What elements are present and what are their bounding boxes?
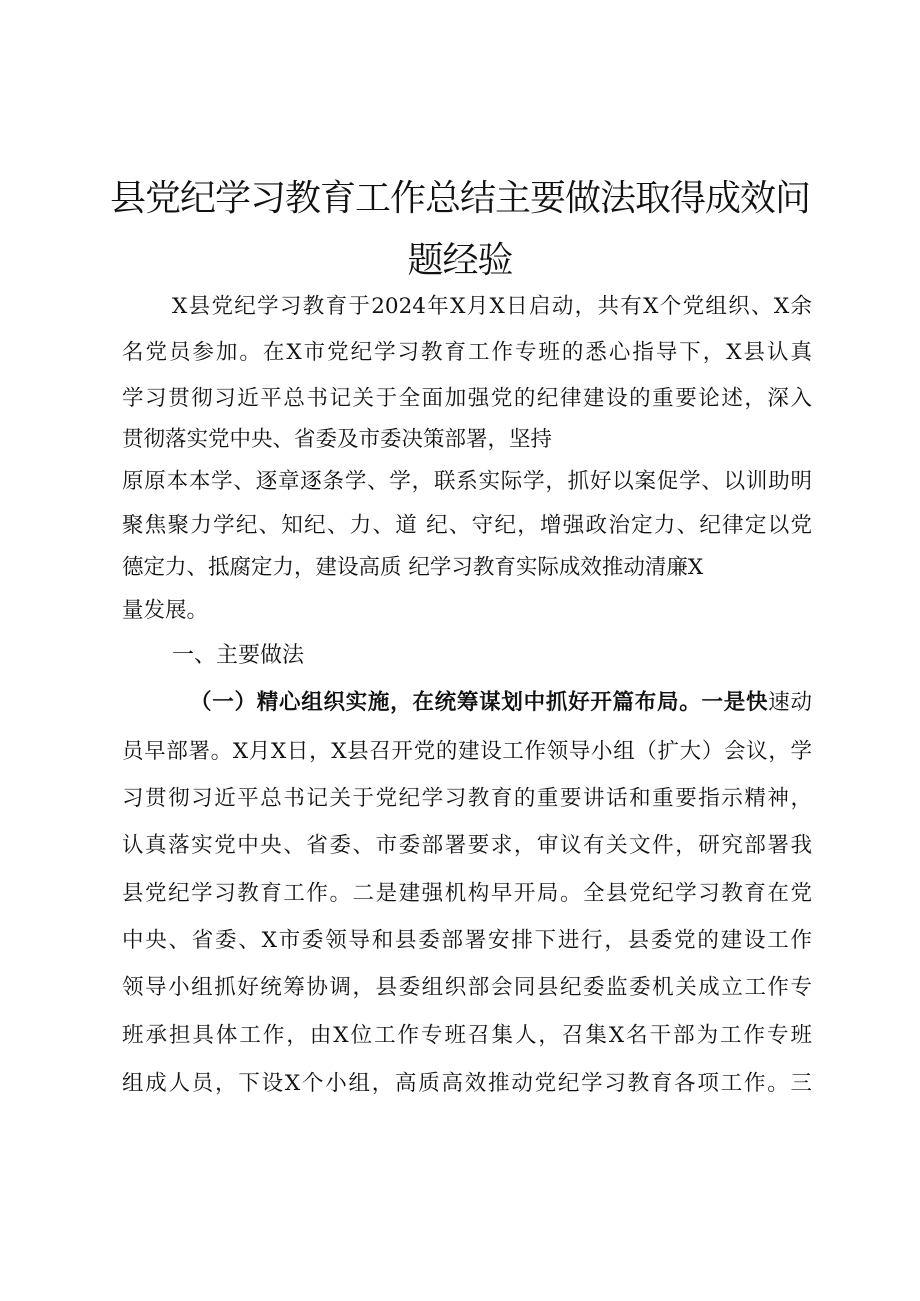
body-line: 班承担具体工作，由X位工作专班召集人，召集X名干部为工作专班 bbox=[122, 1023, 812, 1048]
body-line: 中央、省委、X市委领导和县委部署安排下进行，县委党的建设工作 bbox=[122, 928, 812, 953]
intro-line: 贯彻落实党中央、省委及市委决策部署，坚持 bbox=[122, 427, 553, 452]
section-heading: 一、主要做法 bbox=[172, 643, 305, 668]
document-title-line-2: 题经验 bbox=[407, 240, 513, 281]
intro-line: 原原本本学、逐章逐条学、学，联系实际学，抓好以案促学、以训助明 bbox=[122, 469, 812, 494]
subsection-heading-line bbox=[190, 688, 812, 718]
body-line: 认真落实党中央、省委、市委部署要求，审议有关文件，研究部署我 bbox=[122, 833, 812, 858]
intro-line: 德定力、抵腐定力，建设高质 纪学习教育实际成效推动清廉X bbox=[122, 555, 704, 580]
subsection-heading-rest: 速动 bbox=[768, 690, 812, 715]
subsection-heading-bold: （一）精心组织实施，在统筹谋划中抓好开篇布局。一是快 bbox=[190, 690, 769, 715]
body-line: 组成人员，下设X个小组，高质高效推动党纪学习教育各项工作。三 bbox=[122, 1071, 812, 1096]
body-line: 县党纪学习教育工作。二是建强机构早开局。全县党纪学习教育在党 bbox=[122, 881, 812, 906]
intro-line: 量发展。 bbox=[122, 598, 209, 623]
intro-line: X县党纪学习教育于2024年X月X日启动，共有X个党组织、X余 bbox=[172, 294, 812, 319]
body-line: 习贯彻习近平总书记关于党纪学习教育的重要讲话和重要指示精神， bbox=[122, 786, 812, 811]
intro-line: 聚焦聚力学纪、知纪、力、道 纪、守纪，增强政治定力、纪律定以党 bbox=[122, 513, 812, 538]
body-line: 员早部署。X月X日，X县召开党的建设工作领导小组（扩大）会议，学 bbox=[122, 739, 812, 764]
body-line: 领导小组抓好统筹协调，县委组织部会同县纪委监委机关成立工作专 bbox=[122, 975, 812, 1000]
intro-line: 名党员参加。在X市党纪学习教育工作专班的悉心指导下，X县认真 bbox=[122, 340, 812, 365]
intro-line: 学习贯彻习近平总书记关于全面加强党的纪律建设的重要论述，深入 bbox=[122, 386, 812, 411]
document-title-line-1: 县党纪学习教育工作总结主要做法取得成效问 bbox=[109, 178, 810, 219]
